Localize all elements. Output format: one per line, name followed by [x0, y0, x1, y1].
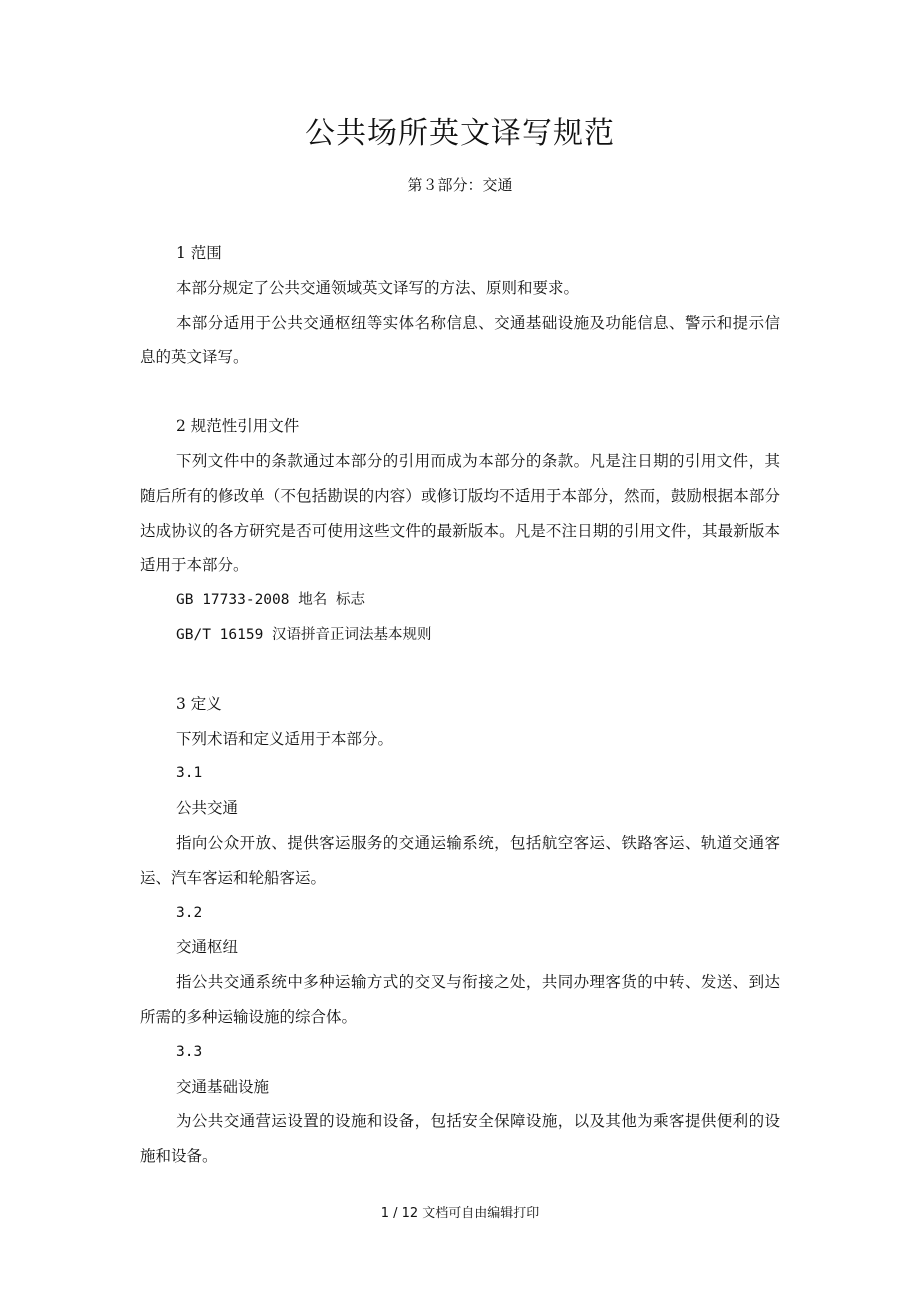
definition-term: 公共交通 — [176, 799, 239, 818]
definition-text: 指向公众开放、提供客运服务的交通运输系统，包括航空客运、铁路客运、轨道交通客运、汽车客运和轮船客运。 — [140, 833, 780, 887]
section-heading-definitions: 3 定义 — [176, 694, 222, 713]
section-spacer — [140, 375, 780, 409]
definition-term: 交通基础设施 — [176, 1077, 270, 1096]
reference-item: GB/T 16159 汉语拼音正词法基本规则 — [176, 626, 432, 643]
definition-term: 交通枢纽 — [176, 938, 239, 957]
page-footer: 1 / 12 文档可自由编辑打印 — [380, 1206, 540, 1221]
paragraph: 本部分规定了公共交通领域英文译写的方法、原则和要求。 — [176, 278, 580, 297]
paragraph: 下列术语和定义适用于本部分。 — [176, 729, 394, 748]
definition-number: 3.1 — [176, 765, 203, 782]
definition-text: 为公共交通营运设置的设施和设备，包括安全保障设施，以及其他为乘客提供便利的设施和设备。 — [140, 1112, 780, 1166]
reference-item: GB 17733-2008 地名 标志 — [176, 592, 365, 609]
section-heading-scope: 1 范围 — [176, 244, 222, 262]
definition-text: 指公共交通系统中多种运输方式的交叉与衔接之处，共同办理客货的中转、发送、到达所需的多种运输设施的综合体。 — [140, 973, 780, 1026]
document-subtitle: 第３部分：交通 — [407, 176, 513, 194]
section-heading-normative-references: 2 规范性引用文件 — [176, 417, 300, 436]
document-title: 公共场所英文译写规范 — [305, 116, 615, 151]
document-body — [140, 236, 780, 1174]
paragraph: 下列文件中的条款通过本部分的引用而成为本部分的条款。凡是注日期的引用文件，其随后所有的修改单（不包括勘误的内容）或修订版均不适用于本部分，然而，鼓励根据本部分达成协议的各方研究是否可使用这些文件的最新版本。凡是不注日期的引用文件，其最新版本适用于本部分。 — [140, 451, 780, 575]
definition-number: 3.3 — [176, 1043, 203, 1060]
paragraph: 本部分适用于公共交通枢纽等实体名称信息、交通基础设施及功能信息、警示和提示信息的英文译写。 — [140, 313, 780, 367]
section-spacer — [140, 653, 780, 687]
definition-number: 3.2 — [176, 904, 203, 921]
